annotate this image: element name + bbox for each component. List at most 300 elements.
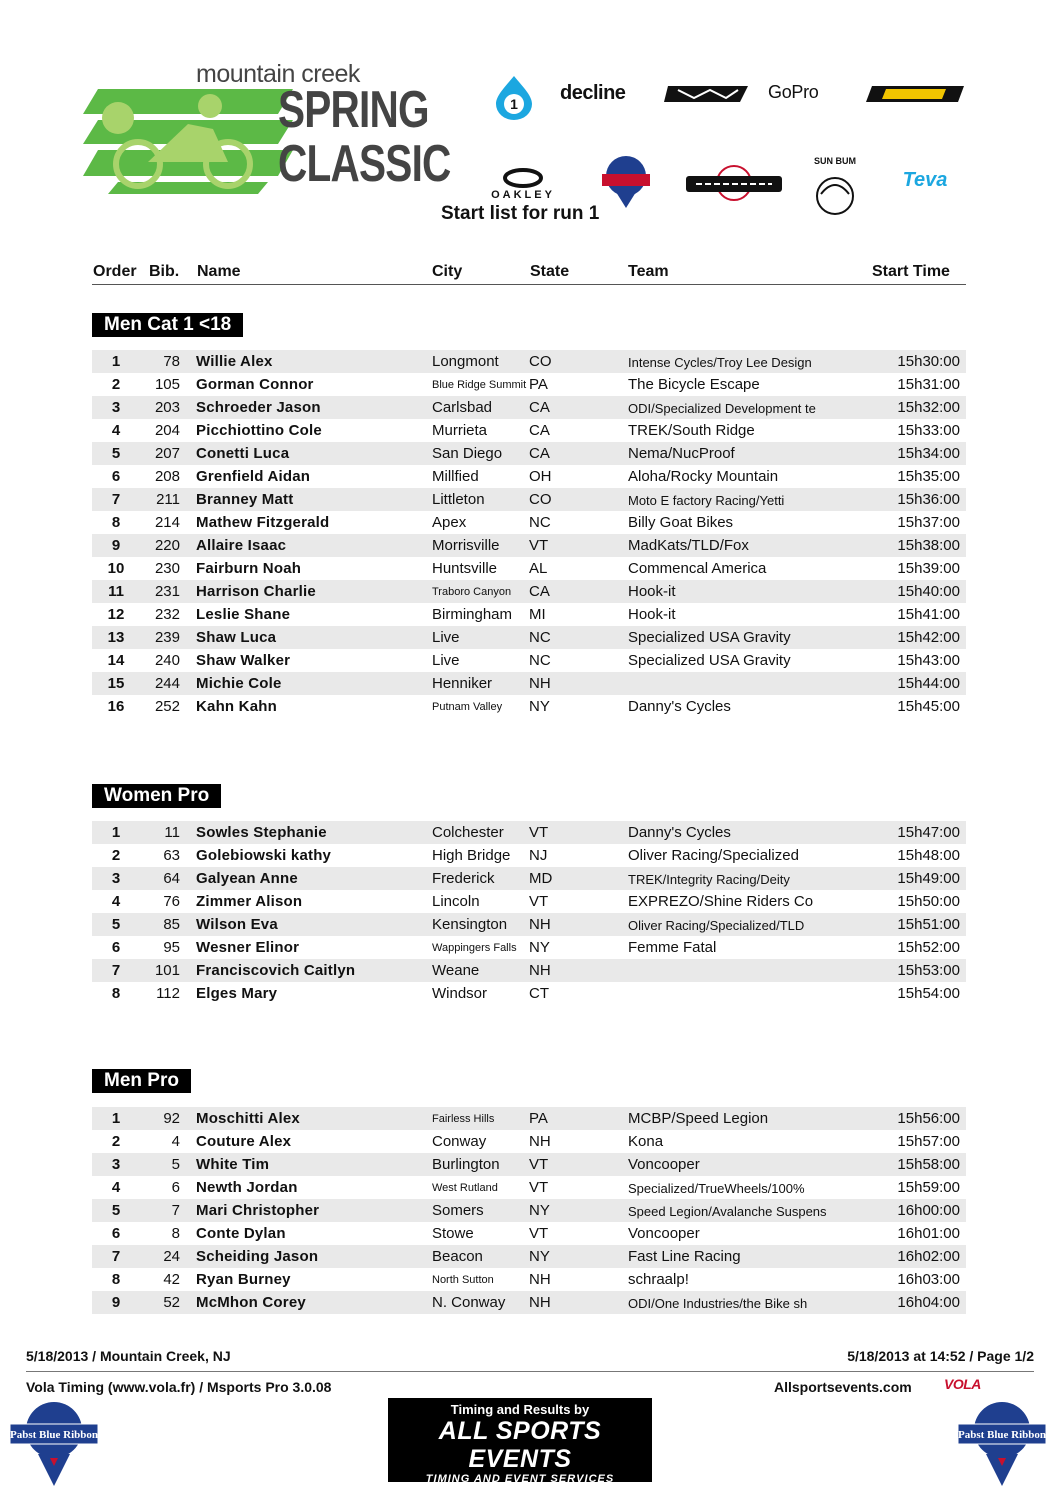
row-team: Oliver Racing/Specialized/TLD	[628, 918, 805, 933]
footer-printed-page: 5/18/2013 at 14:52 / Page 1/2	[847, 1348, 1034, 1364]
row-order: 11	[108, 583, 124, 600]
row-order: 7	[111, 491, 121, 508]
row-start-time: 15h35:00	[897, 468, 960, 485]
row-start-time: 15h57:00	[897, 1133, 960, 1150]
row-name: Wilson Eva	[196, 916, 278, 933]
start-list-title: Start list for run 1	[441, 203, 600, 224]
row-bib: 24	[163, 1248, 180, 1265]
row-start-time: 15h37:00	[897, 514, 960, 531]
row-order: 7	[111, 1248, 121, 1265]
all-sports-events-banner	[388, 1398, 652, 1500]
row-state: AL	[529, 560, 548, 577]
col-header-team: Team	[628, 263, 669, 280]
row-start-time: 15h49:00	[897, 870, 960, 887]
row-start-time: 15h47:00	[897, 824, 960, 841]
row-state: CA	[529, 422, 550, 439]
col-header-bib: Bib.	[149, 263, 180, 280]
row-bib: 101	[154, 962, 180, 979]
row-order: 14	[107, 652, 125, 669]
row-bib: 203	[154, 399, 180, 416]
row-name: Schroeder Jason	[196, 399, 321, 416]
pbr-right-text: Pabst Blue Ribbon	[958, 1429, 1046, 1441]
pbr-ribbon-logo-left	[10, 1396, 98, 1486]
row-bib: 85	[163, 916, 180, 933]
table-row	[92, 442, 966, 465]
row-team: Hook-it	[628, 583, 676, 600]
ase-url[interactable]: www.allsportsevents.com	[440, 1485, 600, 1500]
sponsor-teva-logo	[884, 168, 966, 196]
row-state: CT	[529, 985, 549, 1002]
row-order: 8	[111, 985, 121, 1002]
row-bib: 4	[171, 1133, 180, 1150]
row-order: 9	[111, 1294, 121, 1311]
table-row	[92, 534, 966, 557]
row-team: MadKats/TLD/Fox	[628, 537, 749, 554]
row-team: TREK/Integrity Racing/Deity	[628, 872, 790, 887]
row-order: 4	[111, 893, 121, 910]
row-start-time: 15h50:00	[897, 893, 960, 910]
row-order: 9	[111, 537, 121, 554]
row-start-time: 16h01:00	[897, 1225, 960, 1242]
row-start-time: 15h40:00	[897, 583, 960, 600]
table-row	[92, 396, 966, 419]
table-row	[92, 580, 966, 603]
row-team: Voncooper	[628, 1225, 700, 1242]
row-order: 6	[111, 468, 121, 485]
row-city: Conway	[432, 1133, 487, 1150]
row-bib: 208	[154, 468, 180, 485]
row-name: Zimmer Alison	[196, 893, 303, 910]
teva-logo-text: Teva	[902, 169, 948, 191]
table-row	[92, 557, 966, 580]
row-team: Billy Goat Bikes	[628, 514, 734, 531]
section-label-men-pro: Men Pro	[92, 1069, 191, 1093]
row-order: 5	[111, 445, 121, 462]
table-row	[92, 936, 966, 959]
row-state: CA	[529, 583, 550, 600]
row-bib: 76	[163, 893, 180, 910]
table-row	[92, 603, 966, 626]
footer-website-link[interactable]: Allsportsevents.com	[774, 1379, 912, 1395]
table-row	[92, 1291, 966, 1314]
row-bib: 112	[156, 985, 180, 1002]
sponsor-pbr-logo	[598, 152, 654, 208]
sponsor-one-logo	[494, 74, 534, 120]
row-city: Putnam Valley	[432, 701, 503, 713]
row-bib: 64	[163, 870, 180, 887]
row-team: Specialized USA Gravity	[628, 652, 791, 669]
row-bib: 232	[154, 606, 180, 623]
table-row	[92, 890, 966, 913]
table-row	[92, 1222, 966, 1245]
row-order: 8	[111, 514, 121, 531]
row-city: Lincoln	[432, 893, 480, 910]
row-state: VT	[529, 1156, 549, 1173]
footer-date-location: 5/18/2013 / Mountain Creek, NJ	[26, 1348, 231, 1364]
table-row	[92, 1245, 966, 1268]
row-state: NH	[529, 1133, 551, 1150]
row-team: Danny's Cycles	[628, 824, 731, 841]
row-bib: 105	[154, 376, 180, 393]
ase-name: ALL SPORTS EVENTS	[438, 1417, 602, 1473]
row-name: Moschitti Alex	[196, 1110, 300, 1127]
row-name: Galyean Anne	[196, 870, 298, 887]
row-bib: 207	[154, 445, 180, 462]
row-name: Gorman Connor	[196, 376, 314, 393]
row-order: 2	[111, 1133, 121, 1150]
row-bib: 6	[171, 1179, 180, 1196]
footer-software: Vola Timing (www.vola.fr) / Msports Pro 3.0.08	[26, 1379, 332, 1395]
row-start-time: 15h53:00	[897, 962, 960, 979]
row-order: 3	[111, 1156, 121, 1173]
row-city: Longmont	[432, 353, 499, 370]
row-start-time: 16h03:00	[897, 1271, 960, 1288]
row-state: NY	[529, 1248, 550, 1265]
row-team: TREK/South Ridge	[628, 422, 755, 439]
row-bib: 95	[163, 939, 180, 956]
row-team: Specialized/TrueWheels/100%	[628, 1181, 805, 1196]
row-order: 4	[111, 422, 121, 439]
sponsor-sunbum-logo	[812, 154, 858, 216]
row-start-time: 15h48:00	[897, 847, 960, 864]
row-team: MCBP/Speed Legion	[628, 1110, 769, 1127]
row-bib: 63	[163, 847, 180, 864]
table-row	[92, 867, 966, 890]
row-name: Conetti Luca	[196, 445, 290, 462]
row-name: Michie Cole	[196, 675, 282, 692]
row-start-time: 15h52:00	[897, 939, 960, 956]
table-row	[92, 488, 966, 511]
row-city: Somers	[432, 1202, 484, 1219]
row-team: ODI/Specialized Development te	[628, 401, 816, 416]
row-bib: 244	[154, 675, 180, 692]
col-header-order: Order	[93, 263, 137, 280]
row-name: Golebiowski kathy	[196, 847, 332, 864]
table-row	[92, 672, 966, 695]
row-team: EXPREZO/Shine Riders Co	[628, 893, 814, 910]
table-row	[92, 695, 966, 718]
header-divider	[92, 284, 966, 285]
row-state: CA	[529, 399, 550, 416]
row-team: ODI/One Industries/the Bike sh	[628, 1296, 808, 1311]
row-order: 13	[107, 629, 125, 646]
row-start-time: 15h31:00	[897, 376, 960, 393]
row-name: Shaw Walker	[196, 652, 291, 669]
row-start-time: 15h43:00	[897, 652, 960, 669]
row-name: Grenfield Aidan	[196, 468, 311, 485]
row-bib: 239	[154, 629, 180, 646]
row-bib: 52	[163, 1294, 180, 1311]
row-team: Commencal America	[628, 560, 767, 577]
row-state: NC	[529, 629, 551, 646]
row-start-time: 15h51:00	[897, 916, 960, 933]
row-city: Frederick	[432, 870, 495, 887]
row-team: Voncooper	[628, 1156, 700, 1173]
pbr-left-text: Pabst Blue Ribbon	[10, 1429, 98, 1441]
row-state: OH	[529, 468, 552, 485]
row-order: 1	[111, 824, 121, 841]
row-state: NJ	[529, 847, 548, 864]
row-city: Huntsville	[432, 560, 498, 577]
row-state: VT	[529, 824, 549, 841]
row-order: 10	[107, 560, 125, 577]
row-state: PA	[529, 376, 548, 393]
row-bib: 92	[163, 1110, 180, 1127]
row-name: Picchiottino Cole	[196, 422, 322, 439]
row-name: Willie Alex	[196, 353, 273, 370]
row-state: NH	[529, 1271, 551, 1288]
row-city: Morrisville	[432, 537, 500, 554]
row-team: The Bicycle Escape	[628, 376, 760, 393]
row-city: Windsor	[432, 985, 488, 1002]
row-order: 12	[107, 606, 125, 623]
row-city: Live	[432, 629, 460, 646]
row-team: Oliver Racing/Specialized	[628, 847, 799, 864]
row-start-time: 15h44:00	[897, 675, 960, 692]
row-city: West Rutland	[432, 1182, 498, 1194]
row-state: NC	[529, 652, 551, 669]
sponsor-oakley-logo	[482, 168, 564, 200]
table-row	[92, 1107, 966, 1130]
row-state: VT	[529, 1179, 549, 1196]
row-name: Ryan Burney	[196, 1271, 291, 1288]
row-city: Carlsbad	[432, 399, 493, 416]
table-row	[92, 1176, 966, 1199]
row-city: Millfied	[432, 468, 479, 485]
row-city: High Bridge	[432, 847, 511, 864]
row-start-time: 15h42:00	[897, 629, 960, 646]
mountain-creek-logo	[78, 60, 451, 200]
row-city: Kensington	[432, 916, 508, 933]
row-order: 2	[111, 847, 121, 864]
row-bib: 5	[171, 1156, 180, 1173]
col-header-city: City	[432, 263, 463, 280]
row-start-time: 16h02:00	[897, 1248, 960, 1265]
section-label-men-cat1: Men Cat 1 <18	[92, 313, 243, 337]
logo-brand-text: mountain creek	[196, 60, 360, 88]
row-start-time: 15h45:00	[897, 698, 960, 715]
row-name: Mari Christopher	[196, 1202, 320, 1219]
row-state: VT	[529, 537, 549, 554]
row-state: VT	[529, 893, 549, 910]
row-team: Moto E factory Racing/Yetti	[628, 493, 785, 508]
ase-timing-by: Timing and Results by	[450, 1402, 590, 1417]
row-team: Specialized USA Gravity	[628, 629, 791, 646]
row-order: 3	[111, 399, 121, 416]
row-state: CO	[529, 491, 552, 508]
table-row	[92, 1268, 966, 1291]
row-start-time: 15h32:00	[897, 399, 960, 416]
row-start-time: 15h54:00	[897, 985, 960, 1002]
vola-logo: VOLA	[944, 1376, 981, 1392]
table-row	[92, 821, 966, 844]
sponsor-decline-logo: decline	[560, 82, 626, 104]
row-bib: 78	[163, 353, 180, 370]
row-team: Intense Cycles/Troy Lee Design	[628, 355, 812, 370]
row-name: Fairburn Noah	[196, 560, 302, 577]
table-men-pro	[92, 1107, 966, 1314]
table-row	[92, 511, 966, 534]
row-city: Beacon	[432, 1248, 483, 1265]
footer-divider	[26, 1371, 1034, 1372]
row-bib: 231	[154, 583, 180, 600]
row-name: Leslie Shane	[196, 606, 291, 623]
row-name: Newth Jordan	[196, 1179, 298, 1196]
row-start-time: 15h39:00	[897, 560, 960, 577]
sunbum-logo-text: SUN BUM	[814, 156, 856, 166]
row-bib: 230	[154, 560, 180, 577]
row-state: NY	[529, 698, 550, 715]
table-row	[92, 465, 966, 488]
row-bib: 42	[163, 1271, 180, 1288]
row-city: Burlington	[432, 1156, 500, 1173]
sponsor-gopro-logo: GoPro	[768, 82, 819, 102]
row-bib: 220	[154, 537, 180, 554]
row-team: Danny's Cycles	[628, 698, 731, 715]
row-order: 15	[107, 675, 125, 692]
logo-spring-text: SPRING	[278, 81, 429, 139]
table-row	[92, 350, 966, 373]
row-start-time: 15h30:00	[897, 353, 960, 370]
table-row	[92, 982, 966, 1005]
row-team: Nema/NucProof	[628, 445, 735, 462]
row-bib: 214	[154, 514, 180, 531]
row-name: Harrison Charlie	[196, 583, 316, 600]
sponsor-gt-logo	[866, 84, 964, 104]
row-start-time: 15h59:00	[897, 1179, 960, 1196]
row-state: PA	[529, 1110, 548, 1127]
row-name: Scheiding Jason	[196, 1248, 319, 1265]
row-name: Elges Mary	[196, 985, 278, 1002]
logo-classic-text: CLASSIC	[278, 135, 451, 193]
row-city: Traboro Canyon	[432, 586, 512, 598]
row-city: N. Conway	[432, 1294, 506, 1311]
row-name: Couture Alex	[196, 1133, 292, 1150]
row-city: Littleton	[432, 491, 485, 508]
row-name: Sowles Stephanie	[196, 824, 327, 841]
row-state: CA	[529, 445, 550, 462]
table-men-cat1	[92, 350, 966, 718]
row-bib: 252	[154, 698, 180, 715]
row-state: MI	[529, 606, 546, 623]
row-state: NH	[529, 962, 551, 979]
row-order: 4	[111, 1179, 121, 1196]
row-city: San Diego	[432, 445, 503, 462]
row-order: 6	[111, 939, 121, 956]
table-row	[92, 419, 966, 442]
row-city: Colchester	[432, 824, 504, 841]
row-start-time: 15h34:00	[897, 445, 960, 462]
row-order: 7	[111, 962, 121, 979]
row-order: 16	[107, 698, 125, 715]
row-city: Fairless Hills	[432, 1113, 495, 1125]
row-name: Conte Dylan	[196, 1225, 286, 1242]
row-team: Aloha/Rocky Mountain	[628, 468, 779, 485]
row-start-time: 15h38:00	[897, 537, 960, 554]
pbr-ribbon-logo-right	[958, 1396, 1046, 1486]
row-state: VT	[529, 1225, 549, 1242]
col-header-start-time: Start Time	[872, 263, 950, 280]
row-order: 1	[111, 353, 121, 370]
row-bib: 204	[154, 422, 180, 439]
table-row	[92, 959, 966, 982]
table-row	[92, 844, 966, 867]
row-order: 1	[111, 1110, 121, 1127]
row-order: 2	[111, 376, 121, 393]
row-city: Live	[432, 652, 460, 669]
row-team: Speed Legion/Avalanche Suspens	[628, 1204, 827, 1219]
row-team: schraalp!	[628, 1271, 689, 1288]
table-women-pro	[92, 821, 966, 1005]
row-team: Fast Line Racing	[628, 1248, 741, 1265]
ase-services: TIMING AND EVENT SERVICES	[425, 1473, 615, 1485]
section-label-women-pro: Women Pro	[92, 784, 221, 808]
row-city: Wappingers Falls	[432, 942, 517, 954]
row-team: Hook-it	[628, 606, 676, 623]
row-name: Franciscovich Caitlyn	[196, 962, 356, 979]
row-bib: 211	[156, 491, 180, 508]
row-name: Allaire Isaac	[196, 537, 287, 554]
row-name: Mathew Fitzgerald	[196, 514, 330, 531]
row-city: Blue Ridge Summit	[432, 379, 527, 391]
table-row	[92, 1130, 966, 1153]
row-start-time: 15h58:00	[897, 1156, 960, 1173]
row-bib: 240	[154, 652, 180, 669]
row-city: Birmingham	[432, 606, 513, 623]
row-start-time: 15h33:00	[897, 422, 960, 439]
row-start-time: 15h36:00	[897, 491, 960, 508]
row-order: 3	[111, 870, 121, 887]
oakley-logo-text: OAKLEY	[491, 189, 555, 200]
row-start-time: 16h04:00	[897, 1294, 960, 1311]
table-row	[92, 373, 966, 396]
table-row	[92, 1199, 966, 1222]
row-city: Murrieta	[432, 422, 488, 439]
row-team: Femme Fatal	[628, 939, 717, 956]
row-order: 5	[111, 916, 121, 933]
sponsor-pinkbike-logo	[686, 164, 782, 202]
row-city: North Sutton	[432, 1274, 494, 1286]
spring-classic-emblem	[78, 84, 298, 196]
row-bib: 7	[171, 1202, 180, 1219]
row-team: Kona	[628, 1133, 664, 1150]
row-state: NY	[529, 939, 550, 956]
sponsor-fly-logo	[664, 84, 748, 104]
table-row	[92, 649, 966, 672]
row-city: Stowe	[432, 1225, 474, 1242]
table-row	[92, 626, 966, 649]
row-order: 6	[111, 1225, 121, 1242]
row-name: Shaw Luca	[196, 629, 277, 646]
row-order: 8	[111, 1271, 121, 1288]
row-state: CO	[529, 353, 552, 370]
row-state: MD	[529, 870, 553, 887]
row-city: Weane	[432, 962, 480, 979]
row-start-time: 15h56:00	[897, 1110, 960, 1127]
row-start-time: 16h00:00	[897, 1202, 960, 1219]
row-name: White Tim	[196, 1156, 270, 1173]
row-name: Kahn Kahn	[196, 698, 277, 715]
row-order: 5	[111, 1202, 121, 1219]
row-state: NC	[529, 514, 551, 531]
col-header-state: State	[530, 263, 570, 280]
row-name: Wesner Elinor	[196, 939, 300, 956]
row-city: Henniker	[432, 675, 493, 692]
table-row	[92, 1153, 966, 1176]
col-header-name: Name	[197, 263, 241, 280]
row-start-time: 15h41:00	[897, 606, 960, 623]
row-state: NH	[529, 675, 551, 692]
